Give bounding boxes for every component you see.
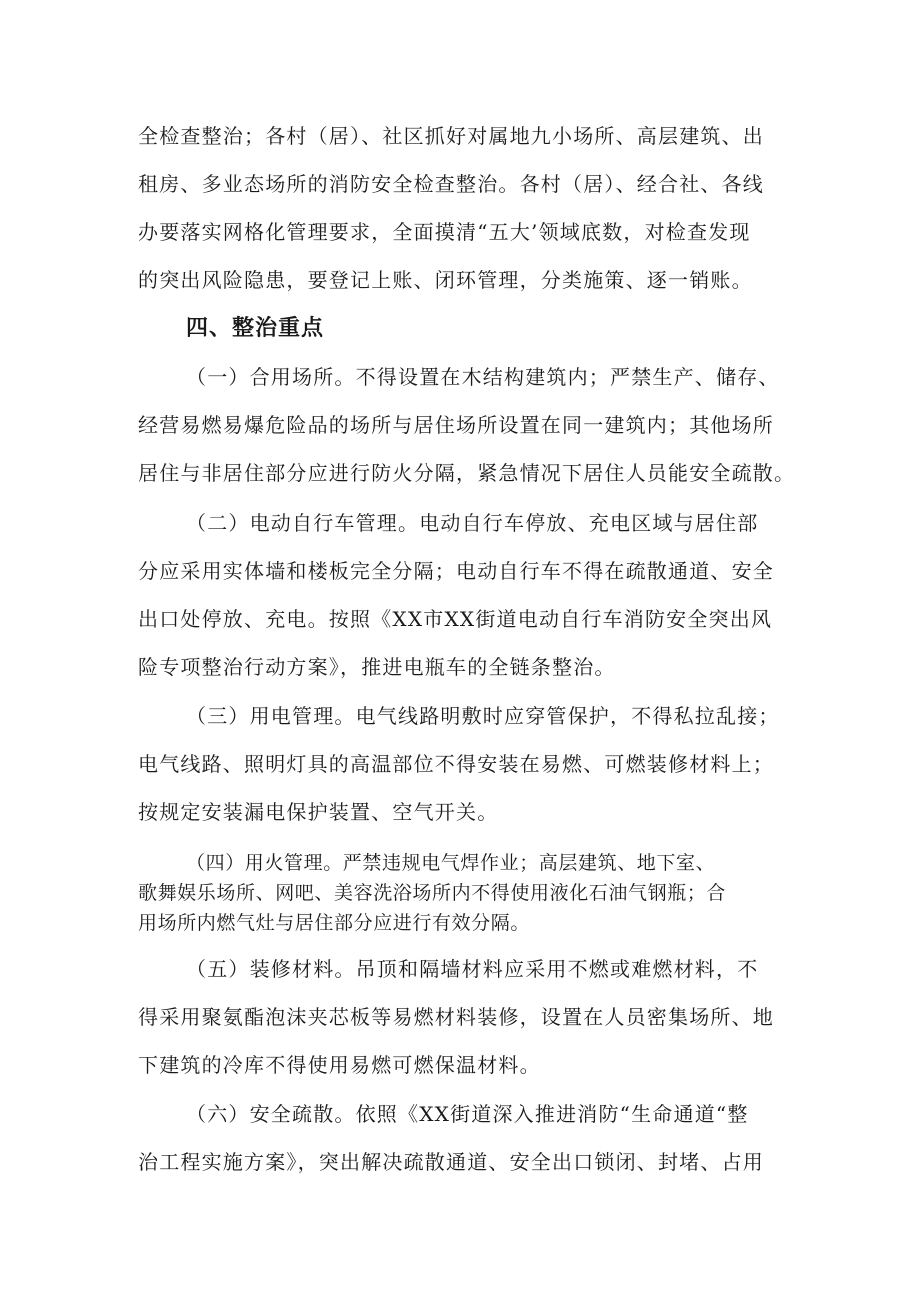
item3-line-1: （三）用电管理。电气线路明敷时应穿管保护，不得私拉乱接； — [186, 704, 780, 728]
item5-line-1: （五）装修材料。吊顶和隔墙材料应采用不燃或难燃材料，不 — [186, 957, 759, 981]
intro-line-1: 全检查整治；各村（居）、社区抓好对属地九小场所、高层建筑、出 — [138, 124, 764, 148]
item3-line-2: 电气线路、照明灯具的高温部位不得安装在易燃、可燃装修材料上； — [138, 752, 774, 776]
item6-line-2: 治工程实施方案》，突出解决疏散通道、安全出口锁闭、封堵、占用 — [138, 1150, 764, 1174]
item4-line-3: 用场所内燃气灶与居住部分应进行有效分隔。 — [138, 912, 531, 934]
item3-line-3: 按规定安装漏电保护装置、空气开关。 — [138, 800, 499, 824]
intro-line-3: 办要落实网格化管理要求，全面摸清“五大’领域底数，对检查发现 — [138, 220, 751, 244]
item1-line-1: （一）合用场所。不得设置在木结构建筑内；严禁生产、储存、 — [186, 365, 780, 389]
intro-line-2: 租房、多业态场所的消防安全检查整治。各村（居）、经合社、各线 — [138, 172, 764, 196]
item2-line-4: 险专项整治行动方案》，推进电瓶车的全链条整治。 — [138, 655, 616, 679]
item4-line-2: 歌舞娱乐场所、网吧、美容洗浴场所内不得使用液化石油气钢瓶；合 — [138, 882, 727, 904]
section-heading: 四、整治重点 — [186, 316, 325, 341]
intro-line-4: 的突出风险隐患，要登记上账、闭环管理，分类施策、逐一销账。 — [138, 268, 753, 292]
item2-line-3: 出口处停放、充电。按照《XX市XX街道电动自行车消防安全突出风 — [138, 607, 773, 631]
item2-line-2: 分应采用实体墙和楼板完全分隔；电动自行车不得在疏散通道、安全 — [138, 559, 774, 583]
item4-line-1: （四）用火管理。严禁违规电气焊作业；高层建筑、地下室、 — [186, 852, 716, 874]
item5-line-2: 得采用聚氨酯泡沫夹芯板等易燃材料装修，设置在人员密集场所、地 — [138, 1005, 774, 1029]
item5-line-3: 下建筑的冷库不得使用易燃可燃保温材料。 — [138, 1053, 541, 1077]
item2-line-1: （二）电动自行车管理。电动自行车停放、充电区域与居住部 — [186, 511, 759, 535]
item1-line-2: 经营易燃易爆危险品的场所与居住场所设置在同一建筑内；其他场所 — [138, 413, 774, 437]
item1-line-3: 居住与非居住部分应进行防火分隔，紧急情况下居住人员能安全疏散。 — [138, 461, 796, 485]
item6-line-1: （六）安全疏散。依照《XX街道深入推进消防“生命通道“整 — [186, 1102, 749, 1126]
